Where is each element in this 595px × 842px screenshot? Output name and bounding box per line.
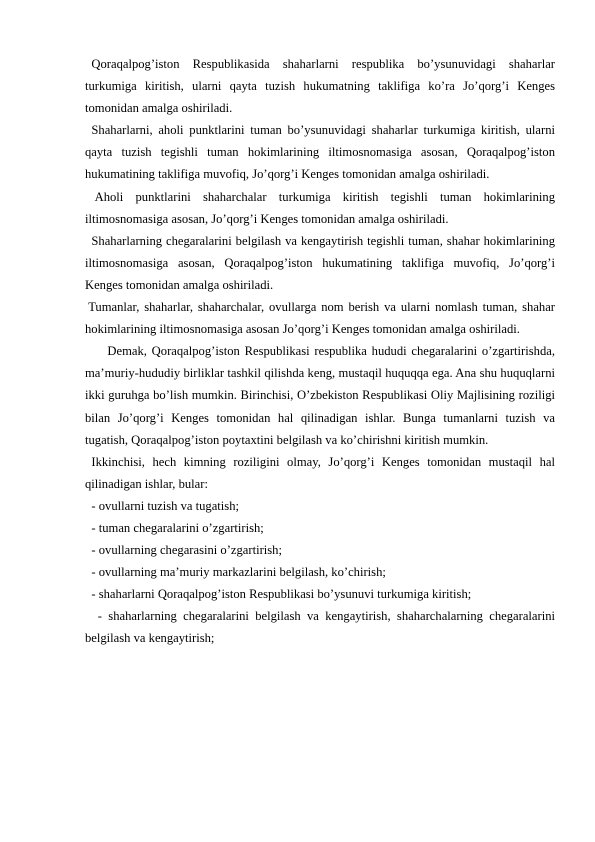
document-body [85,53,555,650]
paragraph-ikkinchisi: Ikkinchisi, hech kimning roziligini olmay, Jo’qorg’i Kenges tomonidan mustaqil hal qilinadigan ishlar, bular: [85,454,555,491]
paragraph-tuman-shaharlar: Shaharlarni, aholi punktlarini tuman bo’ysunuvidagi shaharlar turkumiga kiritish, ularni qayta tuzish tegishli tuman hokimlarining iltimosnomasiga asosan, Qoraqalpog’iston hukumatining taklifiga muvofiq, Jo’qorg’i Kenges tomonidan amalga oshiriladi. [85,123,555,182]
paragraph-respublika-shaharlar: Qoraqalpog’iston Respublikasida shaharlarni respublika bo’ysunuvidagi shaharlar turkumiga kiritish, ularni qayta tuzish hukumatning taklifiga ko’ra Jo’qorg’i Kenges tomonidan amalga oshiriladi. [85,57,555,116]
paragraph-nom-berish: Tumanlar, shaharlar, shaharchalar, ovullarga nom berish va ularni nomlash tuman, shahar hokimlarining iltimosnomasiga asosan Jo’qorg’i Kenges tomonidan amalga oshiriladi. [85,300,555,337]
list-item: - ovullarning chegarasini o’zgartirish; [91,543,282,558]
paragraph-demak: Demak, Qoraqalpog’iston Respublikasi respublika hududi chegaralarini o’zgartirishda, ma’muriy-hududiy birliklar tashkil qilishda keng, mustaqil huquqqa ega. Ana shu huquqlarni ikki guruhga bo’lish mumkin. Birinchisi, O’zbekiston Respublikasi Oliy Majlisining roziligi bilan Jo’qorg’i Kenges tomonidan hal qilinadigan ishlar. Bunga tumanlarni tuzish va tugatish, Qoraqalpog’iston poytaxtini belgilash va ko’chirishni kiritish mumkin. [85,344,555,447]
list-item: - tuman chegaralarini o’zgartirish; [91,520,264,535]
list-item: - shaharlarning chegaralarini belgilash va kengaytirish, shaharchalarning chegaralarini belgilash va kengaytirish; [85,609,555,646]
list-item: - ovullarni tuzish va tugatish; [91,498,239,513]
list-item: - ovullarning ma’muriy markazlarini belgilash, ko’chirish; [91,565,386,580]
paragraph-shaharchalar: Aholi punktlarini shaharchalar turkumiga kiritish tegishli tuman hokimlarining iltimosnomasiga asosan, Jo’qorg’i Kenges tomonidan amalga oshiriladi. [85,189,555,226]
list-item: - shaharlarni Qoraqalpog’iston Respublikasi bo’ysunuvi turkumiga kiritish; [91,587,472,602]
paragraph-chegaralar: Shaharlarning chegaralarini belgilash va kengaytirish tegishli tuman, shahar hokimlarining iltimosnomasiga asosan, Qoraqalpog’iston hukumatining taklifiga muvofiq, Jo’qorg’i Kenges tomonidan amalga oshiriladi. [85,233,555,292]
